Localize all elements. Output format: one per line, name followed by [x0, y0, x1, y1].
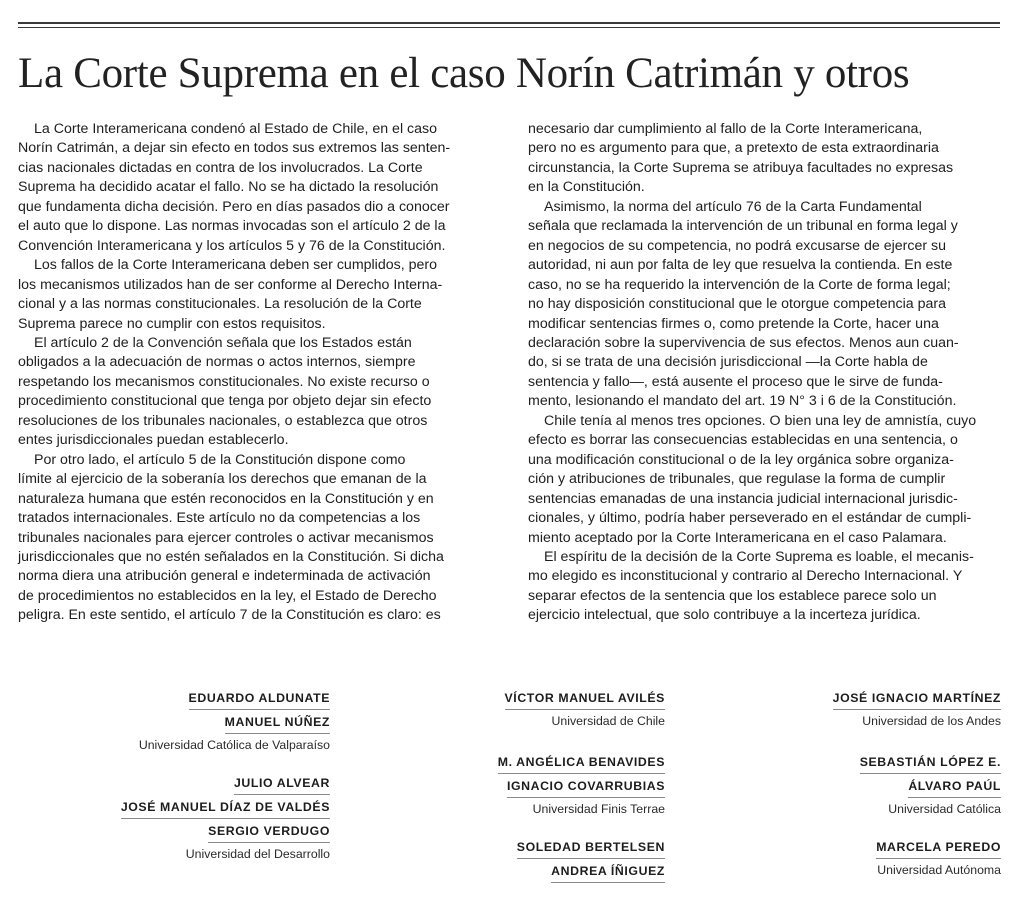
signature-block [470, 838, 665, 886]
article-column-right [528, 120, 1004, 626]
text-line: declaración sobre la supervivencia de sus efectos. Menos aun cuan- [528, 334, 959, 351]
text-line: caso, no se ha requerido la intervención de la Corte de forma legal; [528, 276, 951, 293]
author-affiliation: Universidad Finis Terrae [532, 802, 665, 816]
text-line: efecto es borrar las consecuencias establecidas en una sentencia, o [528, 432, 958, 449]
article-paragraph [18, 256, 494, 334]
author-name: VÍCTOR MANUEL AVILÉS [505, 690, 666, 710]
author-affiliation: Universidad de Chile [551, 714, 665, 728]
text-line: entes jurisdiccionales puedan establecerlo. [18, 432, 289, 449]
author-name: IGNACIO COVARRUBIAS [507, 778, 665, 798]
text-line: La Corte Interamericana condenó al Estado de Chile, en el caso [34, 121, 438, 137]
text-line: mo elegido es inconstitucional y contrario al Derecho Internacional. Y [528, 568, 963, 585]
text-line: tratados internacionales. Este artículo no da competencias a los [18, 510, 421, 527]
text-line: ejercicio intelectual, que solo contribuye a la incerteza jurídica. [528, 607, 921, 624]
article-paragraph [528, 198, 1004, 412]
signature-block [470, 689, 665, 730]
text-line: norma diera una atribución general e indeterminada de activación [18, 568, 431, 585]
top-rule-thin [18, 27, 1000, 28]
author-name: SOLEDAD BERTELSEN [517, 839, 665, 859]
article-paragraph [18, 120, 494, 256]
text-line: cional y a las normas constitucionales. La resolución de la Corte [18, 296, 422, 313]
top-rule [18, 22, 1000, 24]
author-name: EDUARDO ALDUNATE [189, 690, 330, 710]
text-line: miento aceptado por la Corte Interamericana en el caso Palamara. [528, 529, 947, 546]
signature-block [120, 774, 330, 863]
text-line: circunstancia, la Corte Suprema se atribuya facultades no expresas [528, 159, 954, 176]
text-line: no hay disposición constitucional que le otorgue competencia para [528, 296, 947, 313]
text-line: modificar sentencias firmes o, como pretende la Corte, hacer una [528, 315, 939, 332]
text-line: Convención Interamericana y los artículos 5 y 76 de la Constitución. [18, 237, 446, 254]
article-paragraph [18, 451, 494, 626]
headline: La Corte Suprema en el caso Norín Catrimán y otros [18, 50, 910, 97]
author-affiliation: Universidad de los Andes [862, 714, 1001, 728]
text-line: pero no es argumento para que, a pretexto de esta extraordinaria [528, 140, 939, 157]
text-line: tribunales nacionales para ejercer controles o activar mecanismos [18, 529, 434, 546]
author-name: M. ANGÉLICA BENAVIDES [498, 754, 665, 774]
signature-block [470, 753, 665, 818]
text-line: Suprema parece no cumplir con estos requisitos. [18, 315, 326, 332]
text-line: el auto que lo dispone. Las normas invocadas son el artículo 2 de la [18, 218, 446, 235]
text-line: Chile tenía al menos tres opciones. O bien una ley de amnistía, cuyo [544, 412, 977, 429]
author-name: SERGIO VERDUGO [208, 823, 330, 843]
text-line: jurisdiccionales que no estén señalados en la Constitución. Si dicha [18, 548, 444, 565]
article-paragraph [528, 548, 1004, 626]
text-line: en la Constitución. [528, 179, 645, 196]
author-affiliation: Universidad del Desarrollo [185, 847, 330, 861]
text-line: los mecanismos utilizados han de ser conforme al Derecho Interna- [18, 276, 443, 293]
author-name: JOSÉ MANUEL DÍAZ DE VALDÉS [121, 799, 330, 819]
author-affiliation: Universidad Autónoma [877, 863, 1001, 877]
author-affiliation: Universidad Católica de Valparaíso [138, 738, 330, 752]
text-line: respetando los mecanismos constitucionales. No existe recurso o [18, 373, 430, 390]
text-line: autoridad, ni aun por falta de ley que resuelva la contienda. En este [528, 257, 953, 274]
author-name: JOSÉ IGNACIO MARTÍNEZ [833, 690, 1001, 710]
text-line: de procedimientos no establecidos en la ley, el Estado de Derecho [18, 587, 437, 604]
signature-block [780, 753, 1001, 818]
signature-block [120, 689, 330, 754]
text-line: naturaleza humana que estén reconocidos en la Constitución y en [18, 490, 434, 507]
author-affiliation: Universidad Católica [888, 802, 1001, 816]
text-line: Asimismo, la norma del artículo 76 de la Carta Fundamental [544, 198, 922, 215]
author-name: MARCELA PEREDO [876, 839, 1001, 859]
text-line: límite al ejercicio de la soberanía los derechos que emanan de la [18, 471, 427, 488]
text-line: cias nacionales dictadas en contra de los involucrados. La Corte [18, 159, 423, 176]
article-paragraph [528, 412, 1004, 548]
text-line: resoluciones de los tribunales nacionales, o establezca que otros [18, 412, 428, 429]
article-paragraph [528, 120, 1004, 198]
text-line: Suprema ha decidido acatar el fallo. No se ha dictado la resolución [18, 179, 439, 196]
article-paragraph [18, 334, 494, 451]
text-line: El espíritu de la decisión de la Corte Suprema es loable, el mecanis- [544, 548, 974, 565]
text-line: El artículo 2 de la Convención señala que los Estados están [34, 334, 412, 351]
text-line: una modificación constitucional o de la ley orgánica sobre organiza- [528, 451, 954, 468]
author-name: ANDREA ÍÑIGUEZ [551, 863, 665, 883]
text-line: separar efectos de la sentencia que los establece parece solo un [528, 587, 937, 604]
author-name: SEBASTIÁN LÓPEZ E. [860, 754, 1001, 774]
text-line: sentencias emanadas de una instancia judicial internacional jurisdic- [528, 490, 958, 507]
article-column-left [18, 120, 494, 626]
signature-block [780, 838, 1001, 879]
text-line: cionales, y último, podría haber perseverado en el estándar de cumpli- [528, 510, 972, 527]
author-name: JULIO ALVEAR [234, 775, 330, 795]
text-line: procedimiento constitucional que tenga por objeto dejar sin efecto [18, 393, 432, 410]
author-name: MANUEL NÚÑEZ [225, 714, 330, 734]
text-line: peligra. En este sentido, el artículo 7 de la Constitución es claro: es [18, 607, 441, 624]
text-line: do, si se trata de una decisión jurisdiccional —la Corte habla de [528, 354, 928, 371]
text-line: en negocios de su competencia, no podrá excusarse de ejercer su [528, 237, 946, 254]
text-line: Los fallos de la Corte Interamericana deben ser cumplidos, pero [34, 257, 437, 274]
text-line: ción y atribuciones de tribunales, que regulase la forma de cumplir [528, 471, 946, 488]
text-line: señala que reclamada la intervención de un tribunal en forma legal y [528, 218, 958, 235]
text-line: Por otro lado, el artículo 5 de la Constitución dispone como [34, 451, 406, 468]
text-line: mento, lesionando el mandato del art. 19 N° 3 i 6 de la Constitución. [528, 393, 957, 410]
text-line: necesario dar cumplimiento al fallo de la Corte Interamericana, [528, 121, 923, 137]
text-line: obligados a la adecuación de normas o actos internos, siempre [18, 354, 416, 371]
text-line: que fundamenta dicha decisión. Pero en días pasados dio a conocer [18, 198, 450, 215]
text-line: Norín Catrimán, a dejar sin efecto en todos sus extremos las senten- [18, 140, 451, 157]
author-name: ÁLVARO PAÚL [908, 778, 1001, 798]
signature-block [780, 689, 1001, 730]
text-line: sentencia y fallo—, está ausente el proceso que le sirve de funda- [528, 373, 943, 390]
